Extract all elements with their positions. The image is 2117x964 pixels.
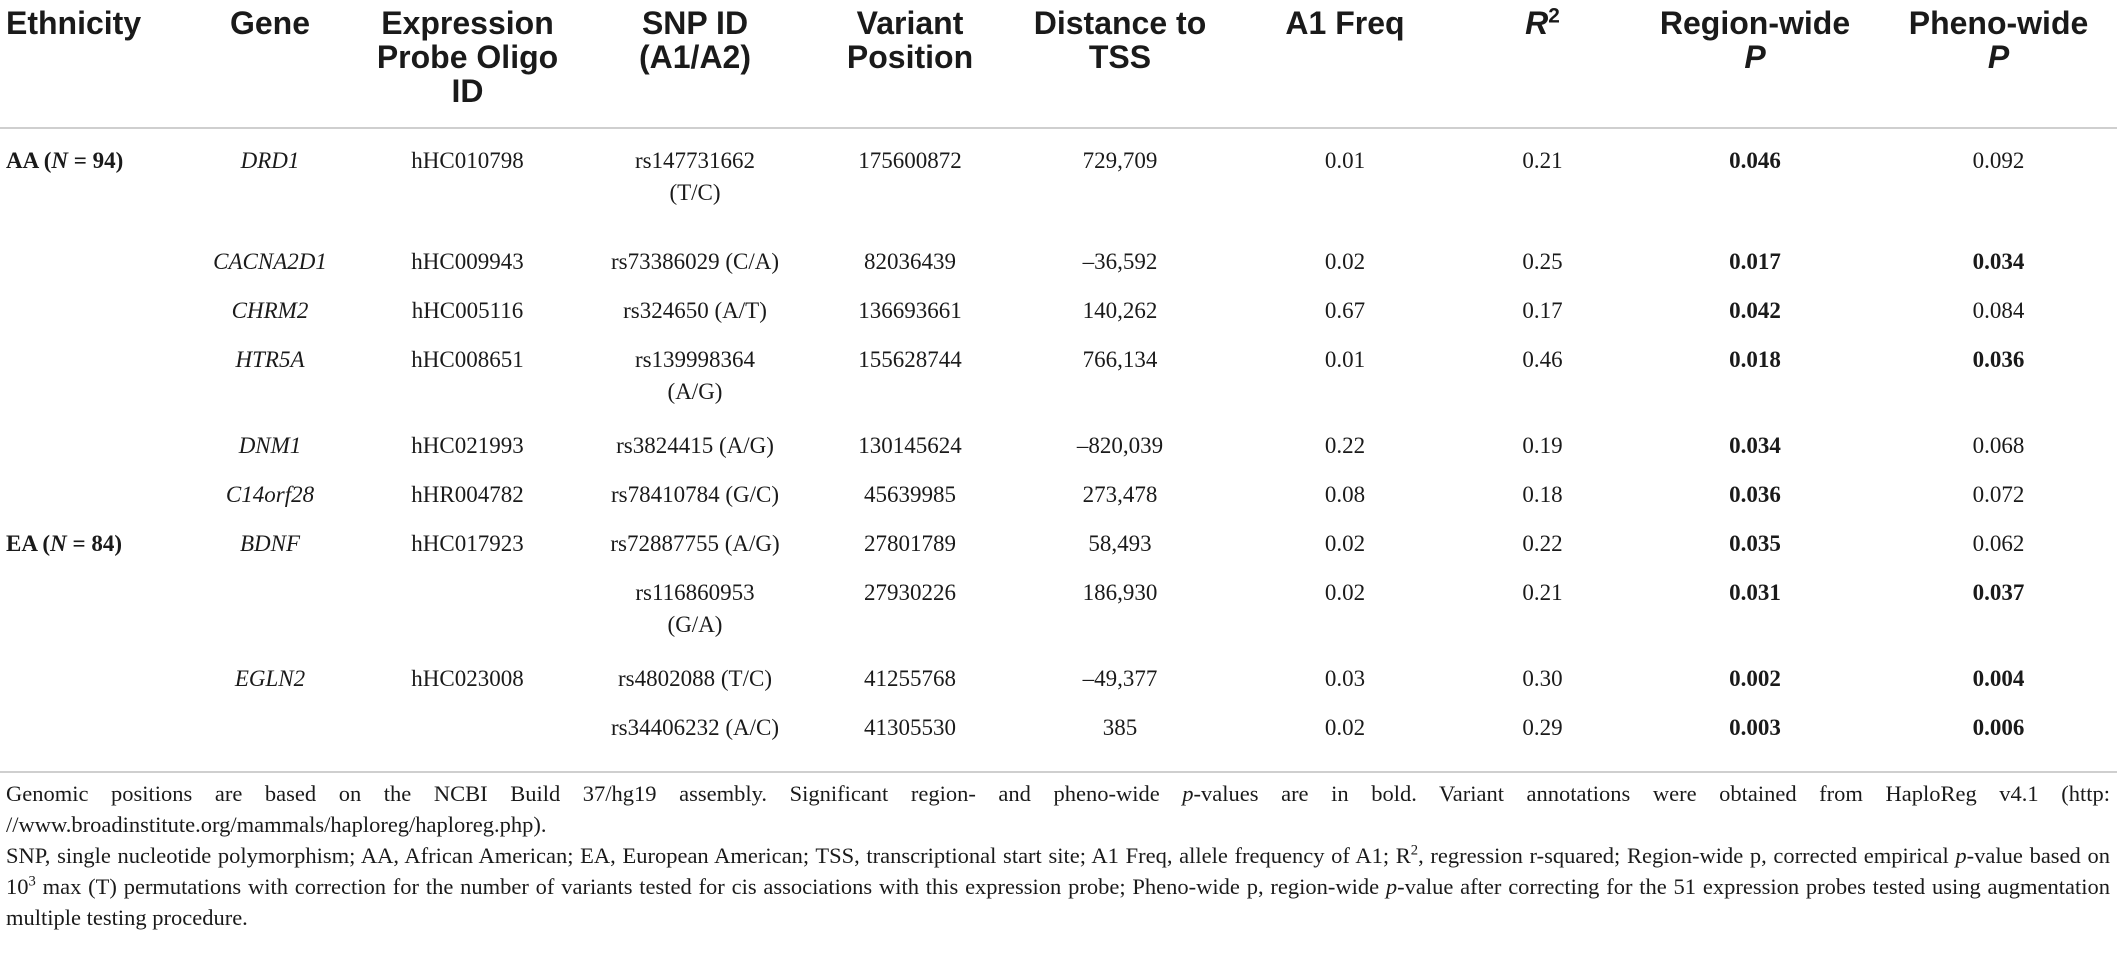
ethnicity-cell: EA (N = 84) (6, 531, 122, 556)
snp-cell: rs147731662 (T/C) (634, 148, 756, 205)
distance-cell: 186,930 (1082, 580, 1158, 605)
header-row (0, 0, 2117, 128)
pheno-p-cell: 0.034 (1972, 249, 2025, 274)
a1freq-cell: 0.02 (1324, 580, 1366, 605)
header-region-wide: Region-wide P (1630, 0, 1880, 128)
probe-cell: hHR004782 (411, 482, 524, 507)
header-a1freq: A1 Freq (1235, 0, 1455, 128)
snp-cell: rs78410784 (G/C) (610, 482, 780, 507)
gene-cell: CACNA2D1 (213, 249, 327, 274)
r2-cell: 0.22 (1522, 531, 1563, 556)
distance-cell: 766,134 (1082, 347, 1158, 372)
pheno-p-cell: 0.036 (1972, 347, 2025, 372)
pheno-p-cell: 0.068 (1972, 433, 2025, 458)
r2-cell: 0.21 (1522, 580, 1563, 605)
gene-cell: BDNF (239, 531, 301, 556)
probe-cell: hHC005116 (411, 298, 524, 323)
gene-cell: EGLN2 (234, 666, 306, 691)
table-row (0, 569, 2117, 655)
region-p-cell: 0.017 (1729, 249, 1781, 274)
pheno-p-cell: 0.037 (1972, 580, 2025, 605)
probe-cell: hHC021993 (411, 433, 524, 458)
snp-cell: rs72887755 (A/G) (610, 531, 780, 556)
ethnicity-cell (0, 238, 180, 287)
r2-cell: 0.19 (1522, 433, 1563, 458)
gene-cell (180, 704, 360, 772)
header-ethnicity: Ethnicity (0, 0, 180, 128)
position-cell: 27801789 (864, 531, 956, 556)
ethnicity-cell (0, 336, 180, 422)
table-row (0, 655, 2117, 704)
gene-cell: HTR5A (235, 347, 305, 372)
a1freq-cell: 0.01 (1324, 347, 1366, 372)
gene-cell: CHRM2 (231, 298, 309, 323)
table-row (0, 471, 2117, 520)
position-cell: 155628744 (858, 347, 962, 372)
distance-cell: –36,592 (1082, 249, 1158, 274)
probe-cell: hHC008651 (411, 347, 524, 372)
table-row (0, 422, 2117, 471)
header-snp: SNP ID (A1/A2) (575, 0, 815, 128)
region-p-cell: 0.002 (1729, 666, 1781, 691)
distance-cell: 385 (1005, 704, 1235, 772)
a1freq-cell: 0.08 (1324, 482, 1366, 507)
r2-cell: 0.30 (1522, 666, 1563, 691)
distance-cell: 729,709 (1082, 148, 1158, 173)
gene-cell: DRD1 (240, 148, 300, 173)
probe-cell (360, 704, 575, 772)
position-cell: 41305530 (815, 704, 1005, 772)
snp-cell: rs324650 (A/T) (623, 298, 767, 323)
snp-cell: rs34406232 (A/C) (575, 704, 815, 772)
pheno-p-cell: 0.072 (1972, 482, 2025, 507)
header-distance: Distance to TSS (1005, 0, 1235, 128)
r2-cell: 0.25 (1522, 249, 1563, 274)
a1freq-cell: 0.01 (1324, 148, 1366, 173)
position-cell: 82036439 (864, 249, 956, 274)
pheno-p-cell: 0.004 (1972, 666, 2025, 691)
position-cell: 130145624 (858, 433, 962, 458)
table-row (0, 238, 2117, 287)
footnote-abbreviations: SNP, single nucleotide polymorphism; AA, African American; EA, European American; TSS, transcriptional start site; A1 Freq, allele frequency of A1; $R^2$, regression r-squared; Region-wide p, corrected empirical p-value based on $10^3$ max (T) permutations with correction for the number of variants tested for cis associations with this expression probe; Pheno-wide p, region-wide p-value after correcting for the 51 expression probes tested using augmentation multiple testing procedure. (6, 842, 2111, 930)
table-footnotes (6, 778, 2110, 933)
r2-cell: 0.18 (1522, 482, 1563, 507)
position-cell: 27930226 (864, 580, 956, 605)
probe-cell: hHC023008 (411, 666, 524, 691)
distance-cell: 273,478 (1082, 482, 1158, 507)
snp-cell: rs3824415 (A/G) (616, 433, 774, 458)
ethnicity-cell (0, 569, 180, 655)
region-p-cell: 0.018 (1729, 347, 1781, 372)
ethnicity-cell (0, 287, 180, 336)
gene-cell (180, 569, 360, 655)
region-p-cell: 0.046 (1729, 148, 1781, 173)
a1freq-cell: 0.67 (1324, 298, 1366, 323)
table-row (0, 520, 2117, 569)
distance-cell: 140,262 (1082, 298, 1158, 323)
snp-cell: rs139998364 (A/G) (634, 347, 756, 404)
table-row (0, 704, 2117, 772)
distance-cell: –820,039 (1076, 433, 1164, 458)
r2-cell: 0.21 (1522, 148, 1563, 173)
region-p-cell: 0.042 (1729, 298, 1781, 323)
snp-cell: rs116860953 (G/A) (635, 580, 755, 637)
distance-cell: –49,377 (1082, 666, 1158, 691)
header-probe: Expression Probe Oligo ID (360, 0, 575, 128)
a1freq-cell: 0.02 (1235, 704, 1455, 772)
table-row (0, 128, 2117, 238)
pheno-p-cell: 0.092 (1972, 148, 2025, 173)
region-p-cell: 0.034 (1729, 433, 1781, 458)
pheno-p-cell: 0.084 (1972, 298, 2025, 323)
pheno-p-cell: 0.006 (1880, 704, 2117, 772)
position-cell: 41255768 (864, 666, 956, 691)
region-p-cell: 0.031 (1729, 580, 1781, 605)
ethnicity-cell (0, 655, 180, 704)
probe-cell: hHC017923 (411, 531, 524, 556)
a1freq-cell: 0.02 (1324, 249, 1366, 274)
ethnicity-cell (0, 422, 180, 471)
pheno-p-cell: 0.062 (1972, 531, 2025, 556)
snp-cell: rs4802088 (T/C) (618, 666, 772, 691)
ethnicity-cell (0, 704, 180, 772)
footnote-genomic-positions: Genomic positions are based on the NCBI Build 37/hg19 assembly. Significant region- and pheno-wide p-values are in bold. Variant annotations were obtained from HaploReg v4.1 (http: //www.broadinstitute.org/mammals/haploreg/haploreg.php). (6, 781, 2110, 837)
region-p-cell: 0.036 (1729, 482, 1781, 507)
probe-cell: hHC010798 (411, 148, 524, 173)
a1freq-cell: 0.03 (1324, 666, 1366, 691)
probe-cell: hHC009943 (411, 249, 524, 274)
table-row (0, 336, 2117, 422)
ethnicity-cell (0, 471, 180, 520)
snp-cell: rs73386029 (C/A) (610, 249, 780, 274)
position-cell: 136693661 (858, 298, 962, 323)
position-cell: 175600872 (858, 148, 962, 173)
header-pheno-wide: Pheno-wide P (1880, 0, 2117, 128)
gene-cell: DNM1 (238, 433, 302, 458)
ethnicity-cell: AA (N = 94) (6, 148, 124, 173)
header-r2: $R^2$ (1455, 0, 1630, 128)
probe-cell (360, 569, 575, 655)
gene-cell: C14orf28 (225, 482, 315, 507)
r2-cell: 0.29 (1455, 704, 1630, 772)
a1freq-cell: 0.02 (1324, 531, 1366, 556)
header-variant-position: Variant Position (815, 0, 1005, 128)
region-p-cell: 0.035 (1729, 531, 1781, 556)
r2-cell: 0.17 (1522, 298, 1563, 323)
table-row (0, 287, 2117, 336)
position-cell: 45639985 (864, 482, 956, 507)
distance-cell: 58,493 (1088, 531, 1152, 556)
region-p-cell: 0.003 (1630, 704, 1880, 772)
a1freq-cell: 0.22 (1324, 433, 1366, 458)
header-gene: Gene (180, 0, 360, 128)
r2-cell: 0.46 (1522, 347, 1563, 372)
